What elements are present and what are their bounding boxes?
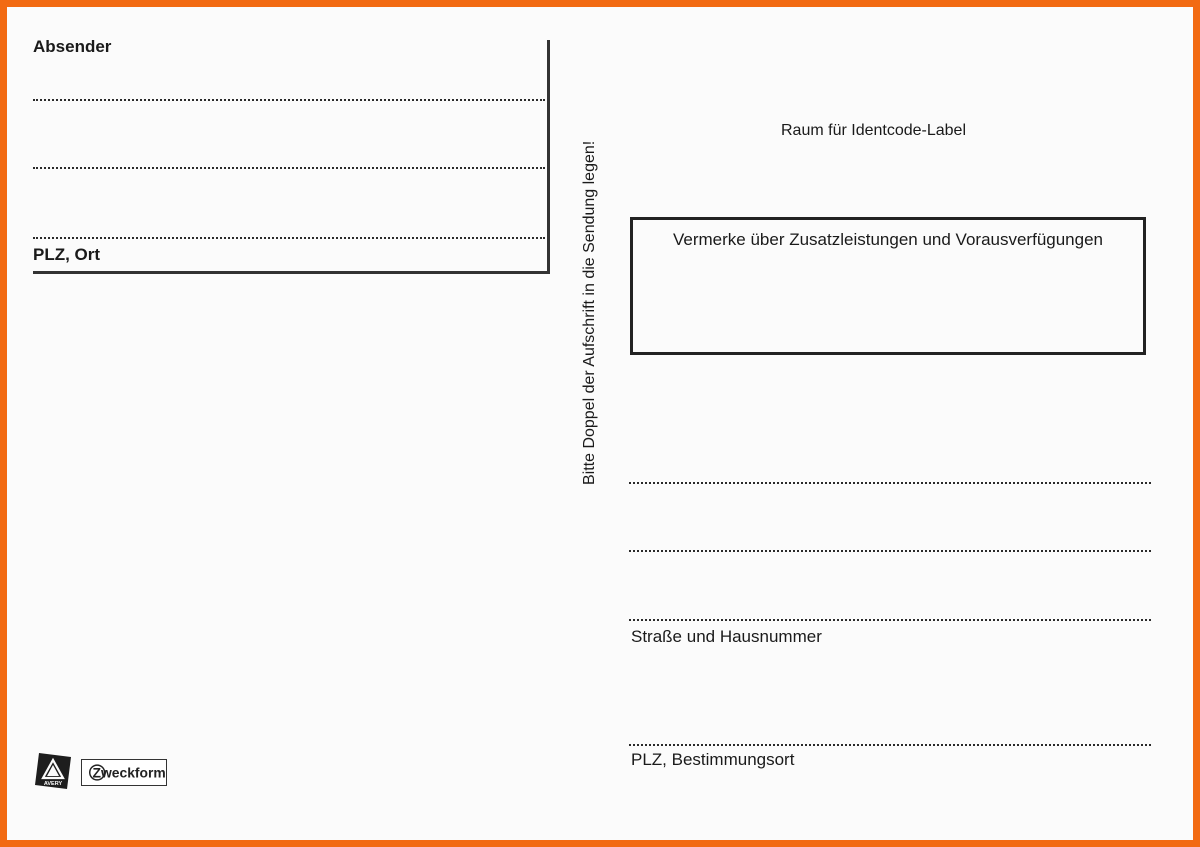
sender-line-1[interactable] (33, 99, 545, 101)
recipient-street-line[interactable] (629, 619, 1151, 621)
sender-bottom-border (33, 271, 550, 274)
avery-logo (33, 751, 73, 791)
recipient-line-1[interactable] (629, 482, 1151, 484)
duplicate-instruction: Bitte Doppel der Aufschrift in die Sendung legen! (581, 140, 598, 485)
sender-line-3[interactable] (33, 237, 545, 239)
street-label: Straße und Hausnummer (631, 627, 822, 646)
identcode-label-area: Raum für Identcode-Label (781, 122, 966, 139)
sender-line-2[interactable] (33, 167, 545, 169)
sender-title: Absender (33, 37, 112, 56)
sender-plz-label: PLZ, Ort (33, 245, 101, 264)
shipping-label-sheet (7, 7, 1193, 840)
notes-box[interactable] (630, 217, 1146, 355)
notes-box-label: Vermerke über Zusatzleistungen und Vorausverfügungen (673, 230, 1103, 249)
destination-label: PLZ, Bestimmungsort (631, 750, 795, 769)
avery-logo-text: AVERY (43, 781, 63, 787)
recipient-line-2[interactable] (629, 550, 1151, 552)
recipient-destination-line[interactable] (629, 744, 1151, 746)
zweckform-logo (81, 759, 167, 786)
zweckform-logo-text: Zweckform (92, 764, 166, 781)
sender-right-border (547, 40, 550, 274)
